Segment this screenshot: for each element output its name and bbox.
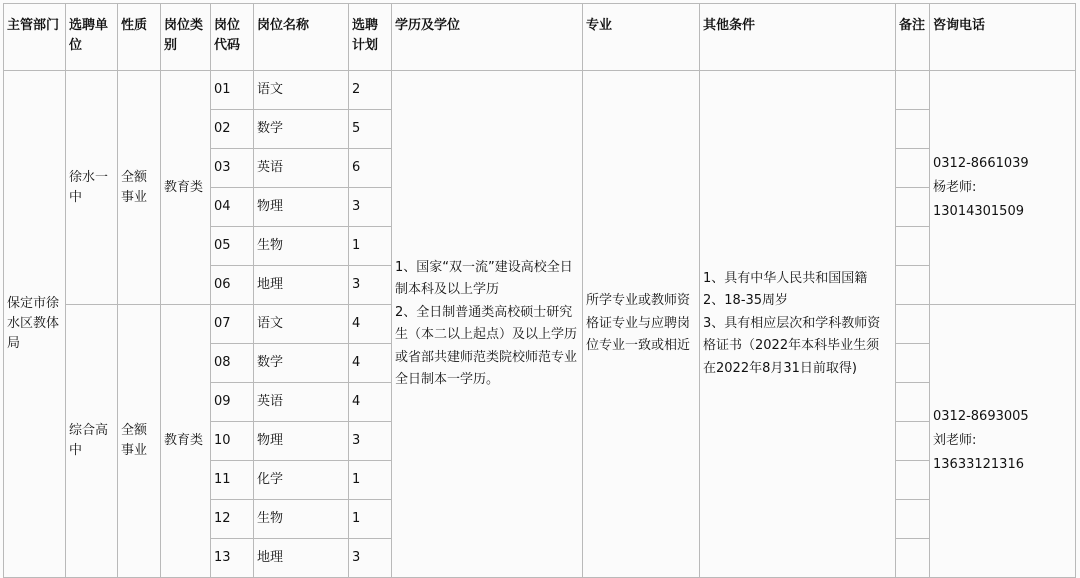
remark-cell — [896, 188, 930, 227]
position-plan: 1 — [349, 461, 392, 500]
header-department: 主管部门 — [4, 4, 66, 71]
position-name: 物理 — [254, 188, 349, 227]
position-code: 06 — [211, 266, 254, 305]
position-code: 11 — [211, 461, 254, 500]
position-name: 地理 — [254, 539, 349, 578]
header-category: 岗位类别 — [161, 4, 211, 71]
remark-cell — [896, 305, 930, 344]
unit-category-cell: 教育类 — [161, 71, 211, 305]
contact-cell: 0312-8693005 刘老师: 13633121316 — [930, 305, 1076, 578]
contact-cell: 0312-8661039 杨老师: 13014301509 — [930, 71, 1076, 305]
other-conditions-cell: 1、具有中华人民共和国国籍 2、18-35周岁 3、具有相应层次和学科教师资格证书（2022年本科毕业生须在2022年8月31日前取得) — [700, 71, 896, 578]
remark-cell — [896, 344, 930, 383]
position-plan: 1 — [349, 227, 392, 266]
position-name: 语文 — [254, 305, 349, 344]
header-contact: 咨询电话 — [930, 4, 1076, 71]
unit-nature-cell: 全额事业 — [118, 71, 161, 305]
position-plan: 3 — [349, 422, 392, 461]
unit-nature-cell: 全额事业 — [118, 305, 161, 578]
position-plan: 4 — [349, 383, 392, 422]
recruitment-table — [3, 3, 1076, 578]
education-cell: 1、国家“双一流”建设高校全日制本科及以上学历 2、全日制普通类高校硕士研究生（本二以上起点）及以上学历或省部共建师范类院校师范专业全日制本一学历。 — [392, 71, 583, 578]
position-code: 05 — [211, 227, 254, 266]
remark-cell — [896, 227, 930, 266]
remark-cell — [896, 149, 930, 188]
position-plan: 4 — [349, 305, 392, 344]
department-cell: 保定市徐水区教体局 — [4, 71, 66, 578]
position-plan: 3 — [349, 266, 392, 305]
position-code: 03 — [211, 149, 254, 188]
remark-cell — [896, 266, 930, 305]
position-name: 物理 — [254, 422, 349, 461]
position-plan: 3 — [349, 539, 392, 578]
header-code: 岗位代码 — [211, 4, 254, 71]
position-name: 化学 — [254, 461, 349, 500]
major-cell: 所学专业或教师资格证专业与应聘岗位专业一致或相近 — [583, 71, 700, 578]
position-code: 02 — [211, 110, 254, 149]
position-plan: 5 — [349, 110, 392, 149]
position-code: 01 — [211, 71, 254, 110]
remark-cell — [896, 71, 930, 110]
table-row — [4, 71, 1076, 110]
position-code: 04 — [211, 188, 254, 227]
position-name: 数学 — [254, 344, 349, 383]
position-name: 英语 — [254, 149, 349, 188]
position-code: 07 — [211, 305, 254, 344]
position-name: 数学 — [254, 110, 349, 149]
remark-cell — [896, 539, 930, 578]
remark-cell — [896, 461, 930, 500]
position-name: 生物 — [254, 227, 349, 266]
remark-cell — [896, 500, 930, 539]
position-name: 生物 — [254, 500, 349, 539]
header-unit: 选聘单位 — [66, 4, 118, 71]
header-nature: 性质 — [118, 4, 161, 71]
position-name: 语文 — [254, 71, 349, 110]
position-code: 09 — [211, 383, 254, 422]
remark-cell — [896, 383, 930, 422]
position-plan: 3 — [349, 188, 392, 227]
header-row — [4, 4, 1076, 71]
header-other: 其他条件 — [700, 4, 896, 71]
position-plan: 2 — [349, 71, 392, 110]
unit-name-cell: 综合高中 — [66, 305, 118, 578]
header-position-name: 岗位名称 — [254, 4, 349, 71]
unit-name-cell: 徐水一中 — [66, 71, 118, 305]
position-plan: 6 — [349, 149, 392, 188]
remark-cell — [896, 110, 930, 149]
unit-category-cell: 教育类 — [161, 305, 211, 578]
header-remark: 备注 — [896, 4, 930, 71]
position-plan: 1 — [349, 500, 392, 539]
position-code: 13 — [211, 539, 254, 578]
position-name: 地理 — [254, 266, 349, 305]
header-plan: 选聘计划 — [349, 4, 392, 71]
header-education: 学历及学位 — [392, 4, 583, 71]
position-code: 12 — [211, 500, 254, 539]
position-code: 08 — [211, 344, 254, 383]
remark-cell — [896, 422, 930, 461]
position-plan: 4 — [349, 344, 392, 383]
header-major: 专业 — [583, 4, 700, 71]
position-code: 10 — [211, 422, 254, 461]
position-name: 英语 — [254, 383, 349, 422]
